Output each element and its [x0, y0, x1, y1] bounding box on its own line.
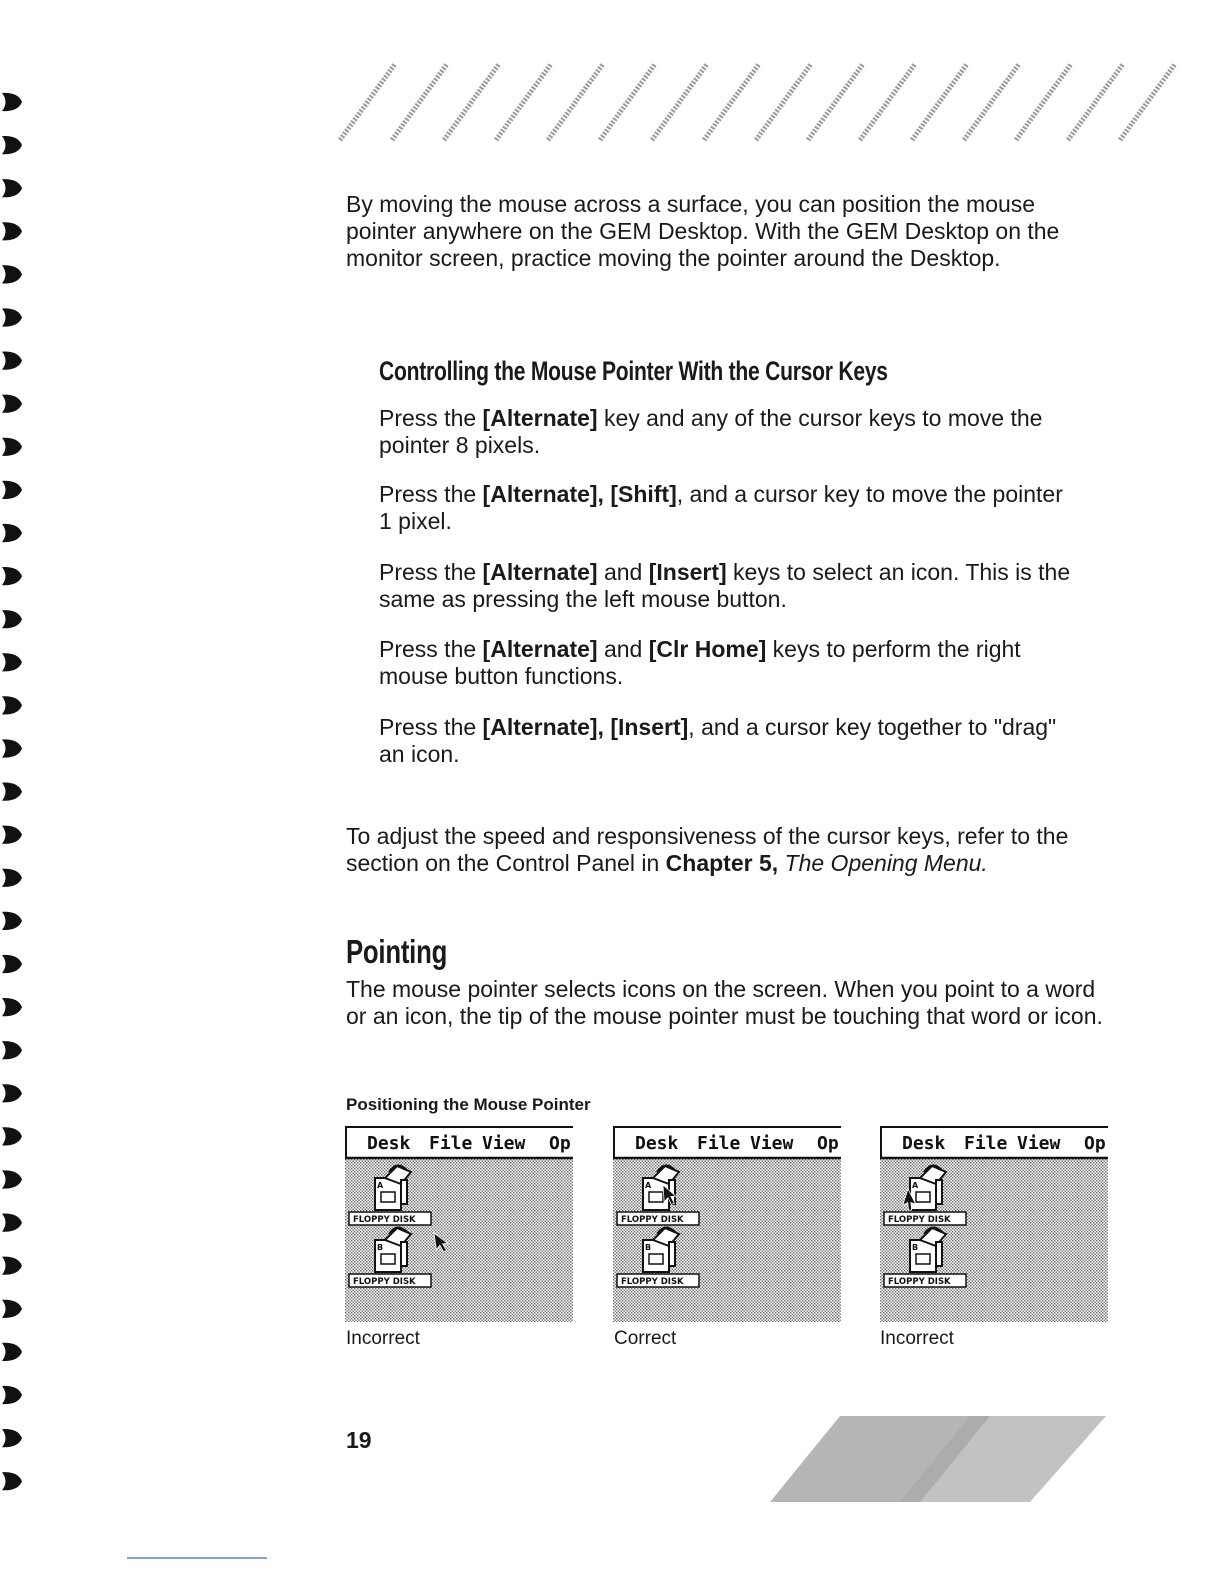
stripe: [392, 64, 447, 140]
page-number: 19: [346, 1427, 372, 1453]
menu-view[interactable]: View: [750, 1133, 794, 1154]
binding-hole: [2, 1300, 22, 1318]
spiral-binding: [0, 80, 28, 1500]
binding-hole: [2, 1429, 22, 1447]
menu-desk[interactable]: Desk: [635, 1133, 679, 1154]
menu-file[interactable]: File: [429, 1133, 473, 1154]
figure-caption: Incorrect: [880, 1328, 954, 1349]
svg-text:A: A: [912, 1181, 919, 1190]
stripe: [1068, 64, 1123, 140]
svg-text:B: B: [377, 1243, 384, 1252]
menu-view[interactable]: View: [1017, 1133, 1061, 1154]
binding-hole: [2, 1084, 22, 1102]
figure-panel-correct: [613, 1126, 841, 1322]
stripe: [548, 64, 603, 140]
binding-hole: [2, 610, 22, 628]
figure-title: Positioning the Mouse Pointer: [346, 1095, 591, 1114]
binding-hole: [2, 1386, 22, 1404]
stripe: [756, 64, 811, 140]
adjust-paragraph: To adjust the speed and responsiveness of the cursor keys, refer to the section on the Control Panel in Chapter 5, The Opening Menu.: [346, 823, 1069, 876]
intro-paragraph: By moving the mouse across a surface, you can position the mouse pointer anywhere on the GEM Desktop. With the GEM Desktop on the monitor screen, practice moving the pointer around the Desktop.: [346, 191, 1060, 271]
binding-hole: [2, 352, 22, 370]
binding-hole: [2, 395, 22, 413]
stripe: [444, 64, 499, 140]
binding-hole: [2, 1127, 22, 1145]
figure-caption: Incorrect: [346, 1328, 420, 1349]
svg-text:A: A: [645, 1181, 652, 1190]
binding-hole: [2, 1343, 22, 1361]
floppy-disk-label: FLOPPY DISK: [888, 1215, 951, 1225]
stripe: [652, 64, 707, 140]
binding-hole: [2, 783, 22, 801]
binding-hole: [2, 869, 22, 887]
binding-hole: [2, 438, 22, 456]
stripe: [964, 64, 1019, 140]
menu-desk[interactable]: Desk: [367, 1133, 411, 1154]
svg-text:B: B: [912, 1243, 919, 1252]
binding-hole: [2, 1041, 22, 1059]
floppy-disk-label: FLOPPY DISK: [353, 1277, 416, 1287]
binding-hole: [2, 1472, 22, 1490]
binding-hole: [2, 93, 22, 111]
pointing-heading: Pointing: [346, 933, 448, 970]
binding-hole: [2, 653, 22, 671]
stripe: [340, 64, 395, 140]
menu-file[interactable]: File: [697, 1133, 741, 1154]
binding-hole: [2, 1257, 22, 1275]
stripe: [1120, 64, 1175, 140]
floppy-disk-label: FLOPPY DISK: [353, 1215, 416, 1225]
figure-panel-incorrect-1: [345, 1126, 573, 1322]
stripe: [860, 64, 915, 140]
stripe: [912, 64, 967, 140]
floppy-disk-label: FLOPPY DISK: [621, 1277, 684, 1287]
binding-hole: [2, 955, 22, 973]
binding-hole: [2, 567, 22, 585]
floppy-disk-label: FLOPPY DISK: [621, 1215, 684, 1225]
cursor-keys-item: Press the [Alternate] key and any of the cursor keys to move the pointer 8 pixels.: [379, 405, 1043, 458]
binding-hole: [2, 481, 22, 499]
cursor-keys-item: Press the [Alternate], [Insert], and a cursor key together to "drag" an icon.: [379, 714, 1057, 767]
menu-options[interactable]: Op: [1084, 1133, 1106, 1154]
stripe: [600, 64, 655, 140]
menu-view[interactable]: View: [482, 1133, 526, 1154]
binding-hole: [2, 308, 22, 326]
stripe: [1016, 64, 1071, 140]
binding-hole: [2, 136, 22, 154]
menu-options[interactable]: Op: [817, 1133, 839, 1154]
binding-hole: [2, 1214, 22, 1232]
cursor-keys-item: Press the [Alternate] and [Insert] keys to select an icon. This is the same as pressing the left mouse button.: [379, 559, 1071, 612]
menu-desk[interactable]: Desk: [902, 1133, 946, 1154]
svg-text:A: A: [377, 1181, 384, 1190]
stripe: [808, 64, 863, 140]
binding-hole: [2, 998, 22, 1016]
scan-artifact-line: [127, 1557, 267, 1559]
stripe: [496, 64, 551, 140]
binding-hole: [2, 265, 22, 283]
menu-options[interactable]: Op: [549, 1133, 571, 1154]
binding-hole: [2, 739, 22, 757]
decorative-stripes-top: [330, 58, 1190, 148]
binding-hole: [2, 179, 22, 197]
binding-hole: [2, 1170, 22, 1188]
floppy-disk-label: FLOPPY DISK: [888, 1277, 951, 1287]
svg-text:B: B: [645, 1243, 652, 1252]
binding-hole: [2, 696, 22, 714]
figure-panel-incorrect-2: [880, 1126, 1108, 1322]
menu-file[interactable]: File: [964, 1133, 1008, 1154]
cursor-keys-item: Press the [Alternate] and [Clr Home] keys to perform the right mouse button functions.: [379, 636, 1021, 689]
figure-caption: Correct: [614, 1328, 677, 1349]
cursor-keys-heading: Controlling the Mouse Pointer With the Cursor Keys: [379, 356, 888, 386]
stripe: [704, 64, 759, 140]
cursor-keys-item: Press the [Alternate], [Shift], and a cursor key to move the pointer 1 pixel.: [379, 481, 1063, 534]
decorative-stripes-bottom: [770, 1410, 1110, 1506]
binding-hole: [2, 524, 22, 542]
binding-hole: [2, 912, 22, 930]
binding-hole: [2, 222, 22, 240]
binding-hole: [2, 826, 22, 844]
pointing-paragraph: The mouse pointer selects icons on the screen. When you point to a word or an icon, the tip of the mouse pointer must be touching that word or icon.: [346, 976, 1103, 1029]
